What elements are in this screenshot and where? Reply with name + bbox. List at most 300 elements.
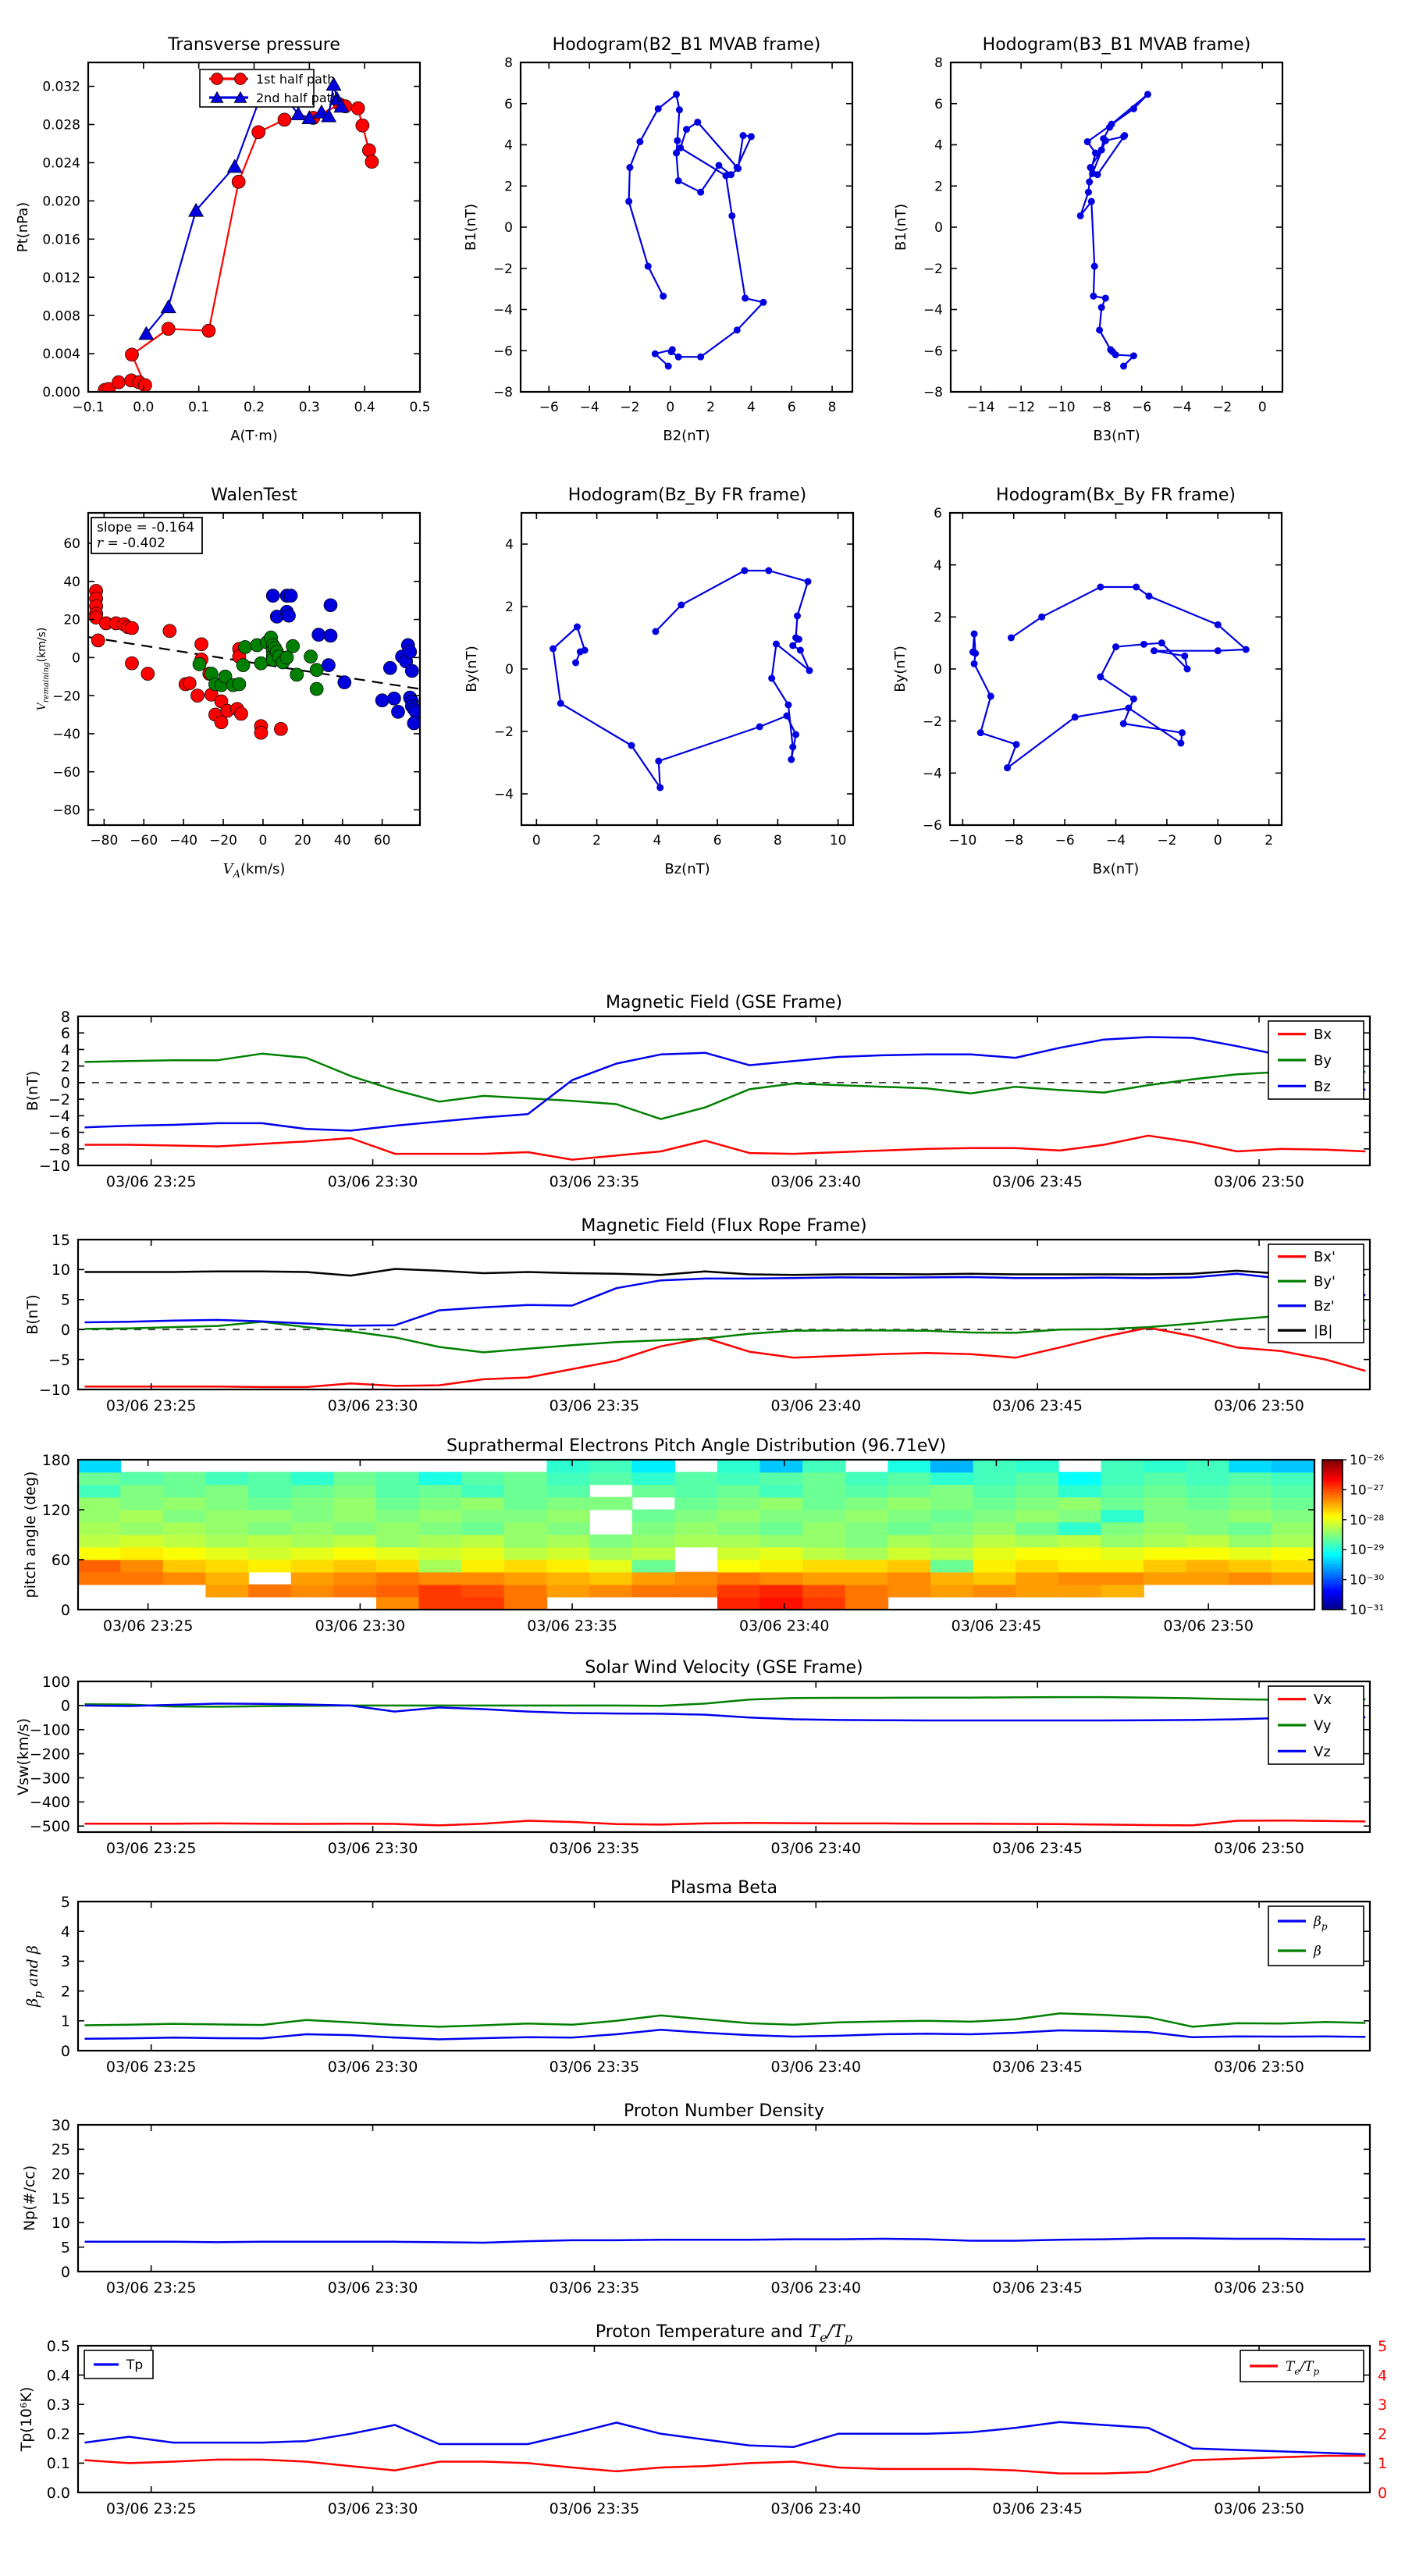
heatmap-cell — [291, 1535, 334, 1548]
heatmap-cell — [376, 1485, 419, 1498]
x-tick-label: 03/06 23:25 — [105, 1840, 197, 1857]
heatmap-cell — [291, 1510, 334, 1523]
x-tick-label: 0 — [532, 833, 541, 849]
y-axis-label: B(nT) — [24, 1294, 41, 1335]
x-axis-label: $V_A(km/s)$ — [222, 861, 286, 881]
x-tick-label: 03/06 23:40 — [738, 1617, 830, 1635]
heatmap-cell — [376, 1597, 419, 1610]
dot-marker — [789, 744, 796, 751]
right-tick-label: 5 — [1378, 2337, 1388, 2355]
heatmap-cell — [78, 1535, 121, 1548]
heatmap-cell — [78, 1560, 121, 1573]
dot-marker — [1089, 170, 1096, 177]
dot-marker — [655, 758, 662, 765]
x-tick-label: −4 — [1172, 400, 1192, 415]
x-tick-label: 03/06 23:35 — [549, 1397, 640, 1414]
heatmap-cell — [589, 1472, 632, 1485]
x-tick-label: 2 — [1264, 833, 1274, 849]
heatmap-cell — [887, 1510, 930, 1523]
y-tick-label: 8 — [504, 55, 513, 72]
y-tick-label: 4 — [60, 1923, 70, 1941]
dot-marker — [1120, 363, 1127, 370]
dot-marker — [1215, 621, 1222, 628]
y-tick-label: 20 — [63, 612, 80, 628]
dot-marker — [734, 164, 741, 171]
series-Te/Tp — [85, 2456, 1366, 2474]
dot-marker — [674, 137, 681, 144]
heatmap-cell — [973, 1572, 1016, 1585]
chart-title: Magnetic Field (Flux Rope Frame) — [581, 1216, 867, 1236]
y-tick-label: −10 — [38, 1381, 70, 1399]
markers-1st half path — [98, 98, 379, 397]
y-tick-label: −4 — [922, 766, 942, 782]
dot-marker — [1038, 614, 1045, 621]
heatmap-cell — [1144, 1560, 1186, 1573]
y-tick-label: 0 — [505, 662, 514, 678]
y-tick-label: 0.0 — [46, 2484, 70, 2502]
y-tick-label: −8 — [493, 385, 513, 401]
heatmap-cell — [546, 1522, 589, 1535]
heatmap-cell — [1272, 1460, 1314, 1473]
y-tick-label: 30 — [51, 2116, 70, 2134]
heatmap-cell — [504, 1547, 547, 1560]
x-tick-label: 03/06 23:30 — [327, 2058, 418, 2076]
axes-frame — [951, 62, 1282, 392]
series-B3-B1 — [1080, 94, 1147, 366]
heatmap-cell — [78, 1485, 121, 1498]
dot-marker — [655, 105, 662, 112]
heatmap-cell — [163, 1510, 206, 1523]
heatmap-cell — [1101, 1497, 1144, 1510]
markers-B3-B1 — [1077, 91, 1151, 369]
x-tick-label: −6 — [1132, 400, 1152, 415]
heatmap-cell — [461, 1547, 504, 1560]
legend-label: 2nd half path — [256, 90, 340, 105]
heatmap-cell — [1186, 1472, 1229, 1485]
heatmap-cell — [376, 1522, 419, 1535]
y-tick-label: 0 — [934, 220, 943, 237]
x-tick-label: 4 — [653, 833, 662, 849]
x-tick-label: 03/06 23:50 — [1214, 2279, 1304, 2297]
heatmap-cell — [589, 1547, 632, 1560]
dot-marker — [1088, 198, 1095, 205]
heatmap-cell — [1186, 1572, 1229, 1585]
heatmap-cell — [205, 1510, 248, 1523]
heatmap-cell — [163, 1497, 206, 1510]
y-tick-label: −200 — [29, 1745, 70, 1763]
y-tick-label: 2 — [504, 179, 513, 195]
heatmap-cell — [1058, 1485, 1101, 1498]
heatmap-cell — [1016, 1522, 1058, 1535]
dot-marker — [645, 263, 652, 270]
heatmap-cell — [717, 1460, 760, 1473]
heatmap-cell — [376, 1547, 419, 1560]
right-tick-label: 3 — [1378, 2396, 1388, 2414]
x-tick-label: 03/06 23:45 — [992, 1840, 1083, 1857]
heatmap-cell — [504, 1522, 547, 1535]
stats-note-line: r = -0.402 — [97, 535, 165, 551]
series-|B| — [85, 1269, 1366, 1276]
colorbar-label: 10⁻²⁹ — [1350, 1542, 1385, 1559]
x-tick-label: 03/06 23:45 — [992, 2279, 1083, 2297]
chart-bxby — [892, 486, 1282, 877]
x-tick-label: 0 — [1257, 400, 1267, 415]
heatmap-cell — [78, 1510, 121, 1523]
y-tick-label: 0 — [60, 1074, 70, 1092]
y-tick-label: 0.012 — [42, 270, 80, 286]
dot-marker — [1102, 137, 1109, 144]
y-tick-label: 0 — [60, 1322, 70, 1340]
heatmap-cell — [1016, 1460, 1058, 1473]
x-tick-label: 0 — [1213, 833, 1222, 849]
heatmap-cell — [632, 1510, 675, 1523]
x-tick-label: 03/06 23:35 — [527, 1617, 617, 1635]
heatmap-cell — [205, 1522, 248, 1535]
heatmap-cell — [1144, 1535, 1186, 1548]
chart-bgse — [24, 993, 1370, 1190]
heatmap-cell — [760, 1572, 803, 1585]
circle-marker — [125, 656, 138, 670]
x-tick-label: 6 — [713, 833, 722, 849]
circle-marker — [338, 676, 351, 689]
dot-marker — [792, 731, 799, 738]
heatmap-cell — [973, 1497, 1016, 1510]
heatmap-cell — [760, 1510, 803, 1523]
heatmap-cell — [248, 1472, 291, 1485]
heatmap-cell — [1229, 1547, 1272, 1560]
heatmap-cell — [248, 1497, 291, 1510]
dot-marker — [1106, 124, 1113, 131]
heatmap-cell — [845, 1485, 888, 1498]
y-tick-label: 0.1 — [46, 2455, 70, 2473]
legend-label: $T_e/T_p$ — [1286, 2359, 1320, 2377]
x-tick-label: −0.1 — [72, 400, 105, 415]
heatmap-cell — [1016, 1572, 1058, 1585]
dot-marker — [694, 119, 701, 126]
y-tick-label: 1 — [60, 2012, 70, 2030]
y-tick-label: 0.028 — [42, 117, 80, 133]
heatmap-cell — [760, 1485, 803, 1498]
x-tick-label: 03/06 23:40 — [770, 2058, 862, 2076]
legend-label: Bx — [1314, 1026, 1332, 1044]
y-tick-label: −4 — [493, 302, 513, 318]
right-tick-label: 1 — [1378, 2455, 1388, 2473]
axes-frame — [78, 2346, 1370, 2492]
y-tick-label: 6 — [934, 96, 943, 112]
heatmap-cell — [717, 1510, 760, 1523]
heatmap-cell — [802, 1460, 845, 1473]
dot-marker — [1097, 674, 1104, 681]
chart-bfr — [24, 1216, 1370, 1414]
y-axis-label: $V_{remaining}(km/s)$ — [36, 627, 51, 711]
circle-marker — [365, 155, 379, 169]
dot-marker — [1084, 138, 1091, 145]
heatmap-cell — [1058, 1560, 1101, 1573]
x-tick-label: 03/06 23:25 — [105, 2058, 197, 2076]
heatmap-cell — [333, 1510, 376, 1523]
x-tick-label: 03/06 23:30 — [327, 1173, 418, 1190]
dot-marker — [1008, 635, 1015, 642]
dot-marker — [797, 647, 804, 654]
dot-marker — [784, 702, 791, 709]
heatmap-cell — [1186, 1535, 1229, 1548]
y-tick-label: −2 — [493, 261, 513, 277]
x-tick-label: 03/06 23:30 — [327, 1397, 418, 1414]
y-tick-label: 60 — [63, 536, 80, 553]
axes-frame — [78, 1902, 1370, 2051]
chart-title: Suprathermal Electrons Pitch Angle Distribution (96.71eV) — [446, 1436, 947, 1456]
circle-marker — [351, 101, 365, 115]
y-tick-label: −100 — [29, 1721, 70, 1739]
chart-vsw — [15, 1658, 1370, 1857]
x-tick-label: 0 — [666, 400, 675, 415]
heatmap-cell — [1229, 1522, 1272, 1535]
x-tick-label: 03/06 23:45 — [992, 2058, 1083, 2076]
heatmap-cell — [546, 1547, 589, 1560]
heatmap-cell — [930, 1460, 973, 1473]
circle-marker — [286, 639, 300, 653]
x-tick-label: 4 — [747, 400, 756, 415]
x-tick-label: −10 — [1047, 400, 1076, 415]
x-axis-label: Bz(nT) — [664, 861, 710, 877]
heatmap-cell — [674, 1522, 717, 1535]
heatmap-cell — [717, 1560, 760, 1573]
legend-label: Tp — [126, 2357, 144, 2374]
heatmap-cell — [802, 1472, 845, 1485]
x-tick-label: 03/06 23:45 — [992, 2500, 1083, 2517]
heatmap-cell — [120, 1560, 163, 1573]
legend-label: Vz — [1314, 1743, 1331, 1760]
heatmap-cell — [1058, 1547, 1101, 1560]
heatmap-cell — [760, 1460, 803, 1473]
y-tick-label: 2 — [505, 600, 514, 616]
heatmap-cell — [333, 1572, 376, 1585]
heatmap-cell — [205, 1535, 248, 1548]
y-tick-label: 4 — [934, 137, 943, 154]
heatmap-cell — [845, 1472, 888, 1485]
y-tick-label: 3 — [60, 1953, 70, 1971]
heatmap-cell — [802, 1547, 845, 1560]
heatmap-cell — [461, 1585, 504, 1598]
x-tick-label: 03/06 23:30 — [327, 1840, 418, 1857]
heatmap-cell — [205, 1572, 248, 1585]
x-tick-label: 03/06 23:25 — [105, 1397, 197, 1414]
x-tick-label: −6 — [1055, 833, 1075, 849]
y-tick-label: −6 — [493, 343, 513, 360]
dot-marker — [1133, 584, 1140, 591]
heatmap-cell — [717, 1547, 760, 1560]
y-tick-label: 0.024 — [42, 155, 80, 172]
heatmap-cell — [887, 1485, 930, 1498]
heatmap-cell — [546, 1497, 589, 1510]
dot-marker — [1102, 294, 1109, 301]
circle-marker — [405, 664, 418, 678]
series-beta_p — [85, 2030, 1366, 2039]
circle-marker — [324, 599, 337, 612]
heatmap-cell — [376, 1560, 419, 1573]
x-tick-label: 03/06 23:25 — [105, 2279, 197, 2297]
heatmap-cell — [1101, 1460, 1144, 1473]
heatmap-cell — [1229, 1485, 1272, 1498]
heatmap-cell — [419, 1472, 462, 1485]
heatmap-cell — [461, 1572, 504, 1585]
dot-marker — [572, 660, 579, 667]
heatmap-cell — [845, 1572, 888, 1585]
heatmap-cell — [717, 1522, 760, 1535]
dot-marker — [741, 568, 748, 575]
heatmap-cell — [291, 1497, 334, 1510]
heatmap-cell — [1101, 1472, 1144, 1485]
heatmap-cell — [1058, 1522, 1101, 1535]
x-tick-label: 03/06 23:40 — [770, 1397, 862, 1414]
heatmap-cell — [376, 1472, 419, 1485]
circle-marker — [195, 638, 208, 651]
y-tick-label: −2 — [493, 724, 514, 741]
heatmap-cell — [973, 1522, 1016, 1535]
heatmap-cell — [163, 1572, 206, 1585]
heatmap-cell — [674, 1485, 717, 1498]
dot-marker — [768, 675, 775, 682]
legend-label: By' — [1314, 1273, 1336, 1290]
heatmap-cell — [1101, 1547, 1144, 1560]
heatmap-cell — [461, 1510, 504, 1523]
heatmap-cell — [973, 1535, 1016, 1548]
heatmap-cell — [930, 1547, 973, 1560]
y-tick-label: 0 — [60, 1697, 70, 1715]
dot-marker — [1085, 189, 1092, 196]
dot-marker — [1097, 584, 1104, 591]
series-By — [85, 1054, 1366, 1119]
legend-label: 1st half path — [256, 71, 336, 87]
heatmap-cell — [163, 1560, 206, 1573]
y-tick-label: −2 — [923, 261, 943, 277]
heatmap-cell — [887, 1497, 930, 1510]
x-tick-label: 03/06 23:50 — [1214, 1397, 1304, 1414]
dot-marker — [550, 646, 557, 653]
circle-marker — [190, 689, 204, 703]
x-tick-label: 0.5 — [409, 400, 431, 415]
heatmap-cell — [1186, 1485, 1229, 1498]
heatmap-cell — [1101, 1522, 1144, 1535]
y-tick-label: 0.032 — [42, 79, 80, 95]
dot-marker — [969, 649, 976, 656]
y-tick-label: −80 — [52, 802, 80, 819]
heatmap-cell — [802, 1597, 845, 1610]
y-axis-label: B1(nT) — [463, 203, 479, 251]
series-Tp — [85, 2422, 1366, 2454]
heatmap-cell — [291, 1485, 334, 1498]
heatmap-cell — [1101, 1560, 1144, 1573]
x-tick-label: 20 — [294, 833, 311, 849]
dot-marker — [1146, 592, 1153, 600]
heatmap-cell — [78, 1497, 121, 1510]
heatmap-cell — [1272, 1485, 1314, 1498]
x-tick-label: 8 — [827, 400, 837, 415]
heatmap-cell — [205, 1585, 248, 1598]
x-tick-label: 03/06 23:25 — [102, 1617, 194, 1635]
x-tick-label: −10 — [948, 833, 977, 849]
x-tick-label: 60 — [373, 833, 391, 849]
circle-marker — [125, 621, 138, 635]
x-tick-label: 0.1 — [188, 400, 210, 415]
heatmap-cell — [291, 1560, 334, 1573]
circle-marker — [356, 119, 369, 132]
dot-marker — [652, 628, 659, 635]
series-Bx-By — [973, 587, 1246, 768]
heatmap-cell — [1101, 1535, 1144, 1548]
heatmap-cell — [163, 1535, 206, 1548]
colorbar-label: 10⁻²⁷ — [1350, 1482, 1385, 1499]
triangle-marker — [161, 300, 176, 313]
heatmap-cell — [461, 1560, 504, 1573]
x-tick-label: 03/06 23:30 — [327, 2279, 418, 2297]
circle-marker — [290, 668, 304, 681]
heatmap-cell — [717, 1497, 760, 1510]
axes-frame — [521, 513, 853, 825]
heatmap-cell — [1272, 1472, 1314, 1485]
heatmap-cell — [845, 1597, 888, 1610]
dot-marker — [626, 164, 633, 171]
heatmap-cell — [1016, 1485, 1058, 1498]
heatmap-cell — [1016, 1510, 1058, 1523]
axes-frame — [521, 62, 852, 392]
heatmap-cell — [1229, 1560, 1272, 1573]
heatmap-cell — [1144, 1472, 1186, 1485]
heatmap-cell — [760, 1547, 803, 1560]
heatmap-cell — [291, 1522, 334, 1535]
heatmap-cell — [1272, 1535, 1314, 1548]
heatmap-cell — [291, 1572, 334, 1585]
y-tick-label: 0.004 — [42, 347, 80, 363]
heatmap-cell — [205, 1547, 248, 1560]
heatmap-cell — [504, 1510, 547, 1523]
y-tick-label: 180 — [41, 1451, 70, 1469]
circle-marker — [266, 589, 279, 603]
y-tick-label: −40 — [52, 727, 80, 743]
heatmap-cell — [760, 1497, 803, 1510]
chart-title: Solar Wind Velocity (GSE Frame) — [585, 1658, 863, 1678]
heatmap-cell — [248, 1585, 291, 1598]
circle-marker — [112, 375, 125, 389]
heatmap-cell — [717, 1472, 760, 1485]
dot-marker — [795, 636, 802, 643]
heatmap-cell — [674, 1572, 717, 1585]
heatmap-cell — [1144, 1497, 1186, 1510]
y-axis-label: Tp(10⁶K) — [18, 2386, 35, 2452]
heatmap-cell — [930, 1585, 973, 1598]
dot-marker — [1112, 643, 1119, 650]
heatmap-cell — [845, 1522, 888, 1535]
heatmap-cell — [248, 1485, 291, 1498]
heatmap-cell — [78, 1460, 121, 1473]
heatmap-cell — [333, 1522, 376, 1535]
circle-marker — [322, 659, 335, 672]
dot-marker — [675, 177, 682, 184]
circle-marker — [383, 661, 397, 674]
heatmap-cell — [845, 1585, 888, 1598]
heatmap-cell — [205, 1472, 248, 1485]
dot-marker — [1086, 178, 1093, 185]
y-tick-label: 5 — [60, 1893, 70, 1911]
y-tick-label: 0.000 — [42, 385, 80, 401]
heatmap-cell — [717, 1585, 760, 1598]
y-axis-label: B(nT) — [24, 1070, 41, 1112]
heatmap-cell — [163, 1472, 206, 1485]
chart-title: Proton Number Density — [624, 2101, 824, 2121]
heatmap-cell — [674, 1510, 717, 1523]
circle-marker — [278, 113, 291, 126]
y-axis-label: Np(#/cc) — [21, 2165, 38, 2232]
